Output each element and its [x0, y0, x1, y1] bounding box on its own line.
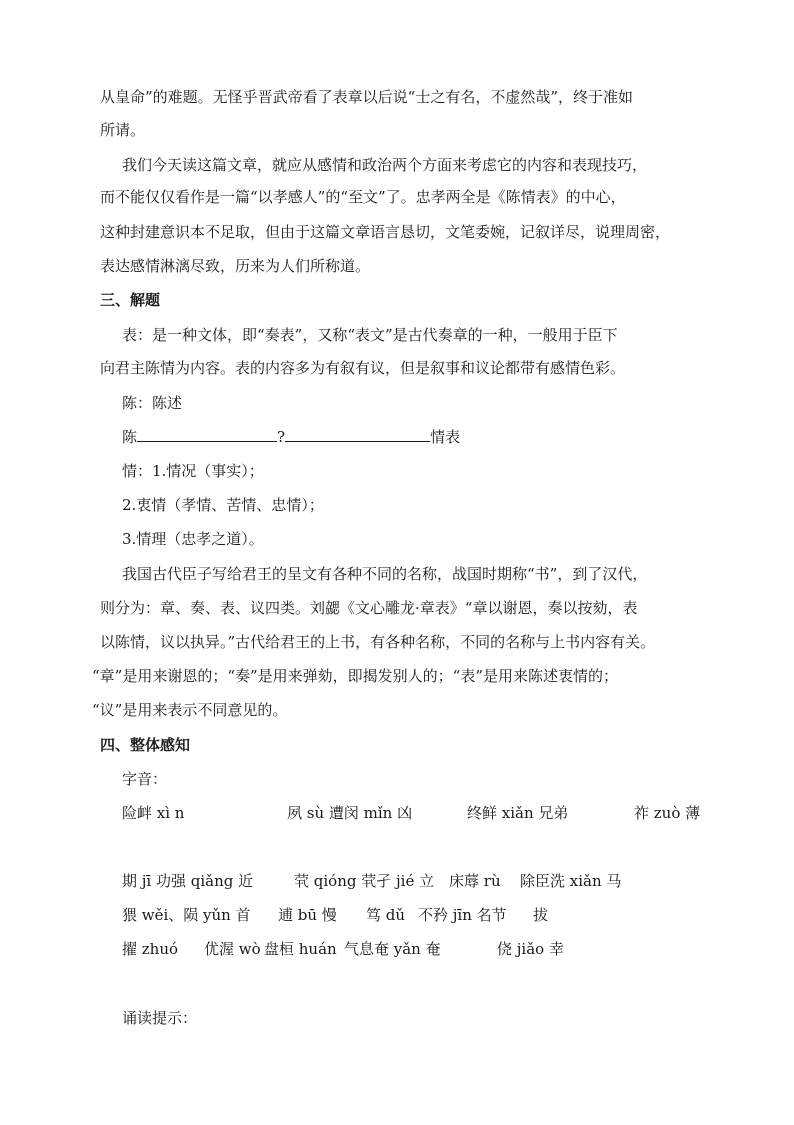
- section-heading: 三、解题: [100, 291, 161, 309]
- fill-blank-line: [122, 427, 460, 447]
- pronunciation-item: 擢 zhuó: [122, 940, 179, 958]
- pronunciation-item: 床蓐 rù: [449, 872, 501, 890]
- pronunciation-item: 茕 qióng 茕孑 jié 立: [294, 872, 435, 890]
- pronunciation-item: 拔: [533, 906, 549, 924]
- list-item: 3.情理（忠孝之道）。: [122, 530, 264, 548]
- ziyin-label: 字音：: [122, 770, 168, 788]
- pronunciation-item: 盘桓 huán: [264, 940, 337, 958]
- paragraph-line: 所请。: [100, 121, 146, 139]
- recite-label: 诵读提示：: [122, 1009, 198, 1027]
- blank-underline: [137, 427, 277, 442]
- fill-prefix: 陈: [122, 428, 138, 446]
- pronunciation-item: 逋 bū 慢: [278, 906, 337, 924]
- definition-line: 陈：陈述: [122, 394, 183, 412]
- paragraph-line: “章”是用来谢恩的；“奏”是用来弹劾，即揭发别人的；“表”是用来陈述衷情的；: [92, 667, 619, 685]
- paragraph-line: “议”是用来表示不同意见的。: [92, 701, 288, 719]
- paragraph-line: 这种封建意识本不足取，但由于这篇文章语言恳切，文笔委婉，记叙详尽，说理周密，: [100, 223, 671, 241]
- paragraph-line: 向君主陈情为内容。表的内容多为有叙有议，但是叙事和议论都带有感情色彩。: [100, 359, 626, 377]
- paragraph-line: 以陈情，议以执异。”古代给君王的上书，有各种名称，不同的名称与上书内容有关。: [100, 633, 656, 651]
- paragraph-line: 表：是一种文体，即“奏表”，又称“表文”是古代奏章的一种，一般用于臣下: [122, 326, 618, 344]
- pronunciation-item: 终鲜 xiǎn 兄弟: [467, 804, 569, 822]
- fill-mid: ?: [277, 428, 286, 446]
- paragraph-line: 则分为：章、奏、表、议四类。刘勰《文心雕龙·章表》“章以谢恩，奏以按劾，表: [100, 599, 638, 617]
- pronunciation-item: 气息奄 yǎn 奄: [344, 940, 441, 958]
- pronunciation-item: 猥 wěi、陨 yǔn 首: [122, 906, 251, 924]
- list-item: 情：1.情况（事实）；: [122, 462, 264, 480]
- pronunciation-item: 除臣洗 xiǎn 马: [520, 872, 622, 890]
- pronunciation-item: 期 jī 功强 qiǎng 近: [122, 872, 254, 890]
- section-heading: 四、整体感知: [100, 736, 191, 754]
- paragraph-line: 而不能仅仅看作是一篇“以孝感人”的“至文”了。忠孝两全是《陈情表》的中心，: [100, 188, 626, 206]
- pronunciation-item: 笃 dǔ: [366, 906, 406, 924]
- pronunciation-item: 险衅 xì n: [122, 804, 185, 822]
- pronunciation-item: 优渥 wò: [204, 940, 261, 958]
- paragraph-line: 我国古代臣子写给君王的呈文有各种不同的名称，战国时期称“书”，到了汉代，: [122, 565, 648, 583]
- pronunciation-item: 夙 sù 遭闵 mǐn 凶: [287, 804, 413, 822]
- paragraph-line: 我们今天读这篇文章，就应从感情和政治两个方面来考虑它的内容和表现技巧，: [122, 156, 648, 174]
- pronunciation-item: 祚 zuò 薄: [634, 804, 701, 822]
- paragraph-line: 表达感情淋漓尽致，历来为人们所称道。: [100, 257, 371, 275]
- paragraph-line: 从皇命”的难题。无怪乎晋武帝看了表章以后说“士之有名，不虚然哉”，终于准如: [100, 88, 634, 106]
- fill-suffix: 情表: [430, 428, 461, 446]
- pronunciation-item: 侥 jiǎo 幸: [497, 940, 564, 958]
- list-item: 2.衷情（孝情、苦情、忠情）；: [122, 496, 324, 514]
- pronunciation-item: 不矜 jīn 名节: [418, 906, 507, 924]
- blank-underline: [285, 427, 430, 442]
